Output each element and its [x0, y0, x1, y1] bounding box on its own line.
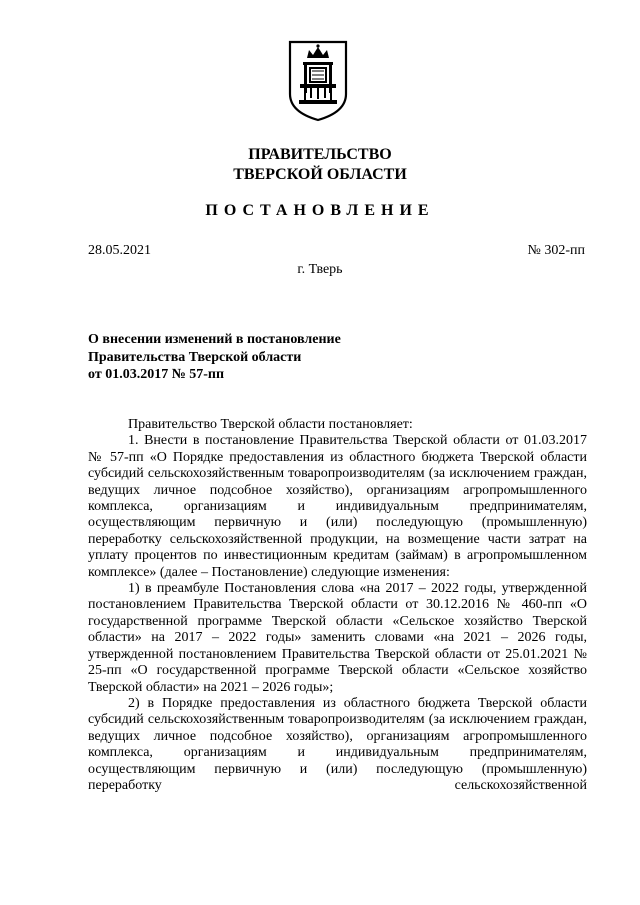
document-number: № 302-пп — [527, 243, 585, 258]
document-date: 28.05.2021 — [88, 243, 151, 258]
org-title-line1: ПРАВИТЕЛЬСТВО — [248, 146, 392, 163]
document-city: г. Тверь — [297, 262, 343, 277]
document-subject — [88, 331, 341, 384]
subject-line: от 01.03.2017 № 57-пп — [88, 367, 225, 382]
body-paragraph-2: 1) в преамбуле Постановления слова «на 2017 – 2022 годы, утвержденной постановлением Правительства Тверской области от 30.12.2016 № 460-пп «О государственной программе Тверской области «Сельское хозяйство Тверской области» на 2017 – 2022 годы» заменить словами «на 2021 – 2026 годы, утвержденной постановлением Правительства Тверской области от 25.01.2021 № 25-пп «О государственной программе Тверской области «Сельское хозяйство Тверской области» на 2021 – 2026 годы»; — [88, 581, 587, 695]
org-title-line2: ТВЕРСКОЙ ОБЛАСТИ — [233, 166, 407, 183]
subject-line: Правительства Тверской области — [88, 349, 302, 365]
body-intro: Правительство Тверской области постановляет: — [128, 417, 413, 432]
subject-line: О внесении изменений в постановление — [88, 332, 341, 347]
coat-of-arms-emblem — [287, 38, 349, 122]
document-body — [88, 417, 587, 794]
document-type: ПОСТАНОВЛЕНИЕ — [205, 202, 435, 219]
body-paragraph-1: 1. Внести в постановление Правительства Тверской области от 01.03.2017 № 57-пп «О Порядке предоставления из областного бюджета Тверской области субсидий сельскохозяйственным товаропроизводителям (за исключением граждан, ведущих личное подсобное хозяйство), организациям агропромышленного комплекса, организациям и индивидуальным предпринимателям, осуществляющим первичную и (или) последующую (промышленную) переработку сельскохозяйственной продукции, на возмещение части затрат на уплату процентов по инвестиционным кредитам (займам) в агропромышленном комплексе» (далее – Постановление) следующие изменения: — [88, 433, 587, 580]
body-paragraph-3: 2) в Порядке предоставления из областного бюджета Тверской области субсидий сельскохозяйственным товаропроизводителям (за исключением граждан, ведущих личное подсобное хозяйство), организациям агропромышленного комплекса, организациям и индивидуальным предпринимателям, осуществляющим первичную и (или) последующую (промышленную) переработку сельскохозяйственной — [88, 695, 587, 793]
